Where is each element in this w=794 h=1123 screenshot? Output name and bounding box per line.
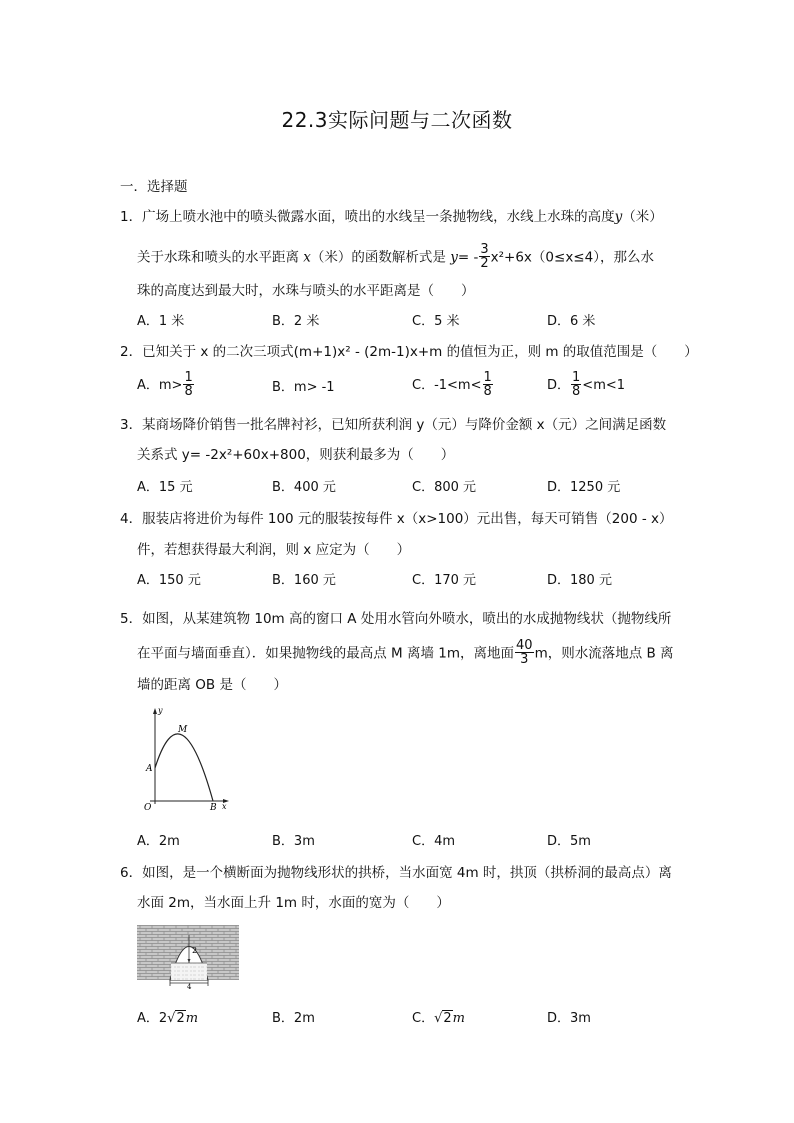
q5-frac-den: 3 (520, 652, 529, 667)
q1-fraction (479, 243, 489, 270)
q5-option-b[interactable]: B．3m (272, 834, 315, 849)
q2-d-fraction (571, 371, 581, 398)
q5-parabola (155, 734, 213, 801)
q5-label-m: M (178, 725, 188, 735)
q6-line-2: 水面 2m，当水面上升 1m 时，水面的宽为（ ） (137, 895, 450, 911)
q6-c-unit: m (452, 1011, 465, 1026)
q2-c-num: 1 (483, 370, 492, 385)
q1-eq-sign: = - (457, 249, 479, 266)
q6-c-radicand: 2 (443, 1011, 452, 1026)
q1-text-2c: x²+6x（0≤x≤4），那么水 (490, 249, 654, 266)
q6-line-1: 6．如图，是一个横断面为抛物线形状的拱桥，当水面宽 4m 时，拱顶（拱桥洞的最高点）离 (120, 865, 672, 881)
q5-line-3: 墙的距离 OB 是（ ） (137, 677, 287, 693)
q2-a-num: 1 (184, 370, 193, 385)
q6-figure (137, 925, 239, 989)
q1-eq-y: y (450, 249, 458, 266)
q5-label-b: B (210, 803, 217, 813)
q5-label-o: O (144, 803, 152, 813)
q2-c-text: C．-1<m< (412, 378, 482, 393)
q4-option-d[interactable]: D．180 元 (547, 573, 612, 588)
q6-option-a[interactable] (137, 1010, 198, 1028)
q6-c-sqrt: √2 (434, 1011, 452, 1026)
q4-option-c[interactable]: C．170 元 (412, 573, 477, 588)
q2-a-fraction (183, 371, 193, 398)
q2-line-1: 2．已知关于 x 的二次三项式(m+1)x² - (2m-1)x+m 的值恒为正，则 m 的取值范围是（ ） (120, 344, 698, 360)
q1-frac-den: 2 (480, 256, 489, 271)
q6-a-text: A．2 (137, 1011, 168, 1026)
q2-d-den: 8 (572, 384, 581, 399)
q2-d-text-end: <m<1 (582, 378, 626, 393)
q1-line-2 (137, 244, 654, 271)
q3-line-1: 3．某商场降价销售一批名牌衬衫，已知所获利润 y（元）与降价金额 x（元）之间满足函数 (120, 417, 667, 433)
q5-text-2-end: m，则水流落地点 B 离 (534, 645, 674, 662)
q6-water (171, 963, 207, 980)
q2-d-text: D． (547, 378, 571, 393)
q1-option-c[interactable]: C．5 米 (412, 314, 460, 329)
q3-option-a[interactable]: A．15 元 (137, 480, 193, 495)
q2-option-b[interactable]: B．m> -1 (272, 380, 335, 395)
q5-label-a: A (146, 764, 153, 774)
q6-a-radicand: 2 (176, 1011, 185, 1026)
q6-width-label: 4 (187, 983, 192, 989)
q2-a-text: A．m> (137, 378, 183, 393)
q6-c-text: C． (412, 1011, 435, 1026)
q1-frac-num: 3 (480, 242, 489, 257)
q6-option-c[interactable] (412, 1010, 465, 1028)
q3-option-b[interactable]: B．400 元 (272, 480, 336, 495)
q1-var-y: y (614, 209, 623, 225)
q2-option-d[interactable] (547, 372, 625, 399)
q5-option-d[interactable]: D．5m (547, 834, 591, 849)
q5-figure (138, 704, 238, 814)
q6-option-b[interactable]: B．2m (272, 1011, 315, 1026)
q1-line-3: 珠的高度达到最大时，水珠与喷头的水平距离是（ ） (137, 283, 475, 299)
q5-option-a[interactable]: A．2m (137, 834, 180, 849)
q1-text-2b: （米）的函数解析式是 (310, 249, 446, 266)
q1-option-b[interactable]: B．2 米 (272, 314, 320, 329)
q5-fraction (515, 639, 534, 666)
q1-option-d[interactable]: D．6 米 (547, 314, 596, 329)
q1-option-a[interactable]: A．1 米 (137, 314, 185, 329)
q1-text-1: 1．广场上喷水池中的喷头微露水面，喷出的水线呈一条抛物线，水线上水珠的高度 (120, 209, 615, 225)
q2-option-c[interactable] (412, 372, 494, 399)
q6-option-d[interactable]: D．3m (547, 1011, 591, 1026)
q5-label-x: x (222, 802, 227, 811)
q5-line-2 (137, 640, 674, 667)
section-heading: 一．选择题 (120, 179, 188, 195)
q5-frac-num: 40 (516, 638, 533, 653)
q5-line-1: 5．如图，从某建筑物 10m 高的窗口 A 处用水管向外喷水，喷出的水成抛物线状（抛物线所 (120, 611, 672, 627)
q2-c-fraction (483, 371, 493, 398)
q5-y-arrow (153, 708, 157, 714)
q6-height-label: 2 (192, 946, 198, 955)
q4-line-1: 4．服装店将进价为每件 100 元的服装按每件 x（x>100）元出售，每天可销售（200 - x） (120, 511, 673, 527)
q4-line-2: 件，若想获得最大利润，则 x 应定为（ ） (137, 542, 411, 558)
q2-option-a[interactable] (137, 372, 195, 399)
q2-c-den: 8 (483, 384, 492, 399)
q4-option-b[interactable]: B．160 元 (272, 573, 336, 588)
q1-text-1-end: （米） (622, 209, 663, 225)
q5-text-2: 在平面与墙面垂直）．如果抛物线的最高点 M 离墙 1m，离地面 (137, 645, 515, 662)
q2-a-den: 8 (184, 384, 193, 399)
q3-line-2: 关系式 y= -2x²+60x+800，则获利最多为（ ） (137, 447, 455, 463)
q3-option-d[interactable]: D．1250 元 (547, 480, 621, 495)
q4-option-a[interactable]: A．150 元 (137, 573, 201, 588)
q2-d-num: 1 (572, 370, 581, 385)
q1-var-x: x (303, 249, 311, 266)
q1-line-1 (120, 208, 663, 226)
q1-text-2a: 关于水珠和喷头的水平距离 (137, 249, 299, 266)
q6-a-sqrt: √2 (167, 1011, 185, 1026)
page-title: 22.3实际问题与二次函数 (281, 108, 513, 132)
q6-a-unit: m (185, 1011, 199, 1026)
q5-label-y: y (158, 706, 163, 715)
q5-option-c[interactable]: C．4m (412, 834, 456, 849)
q3-option-c[interactable]: C．800 元 (412, 480, 477, 495)
